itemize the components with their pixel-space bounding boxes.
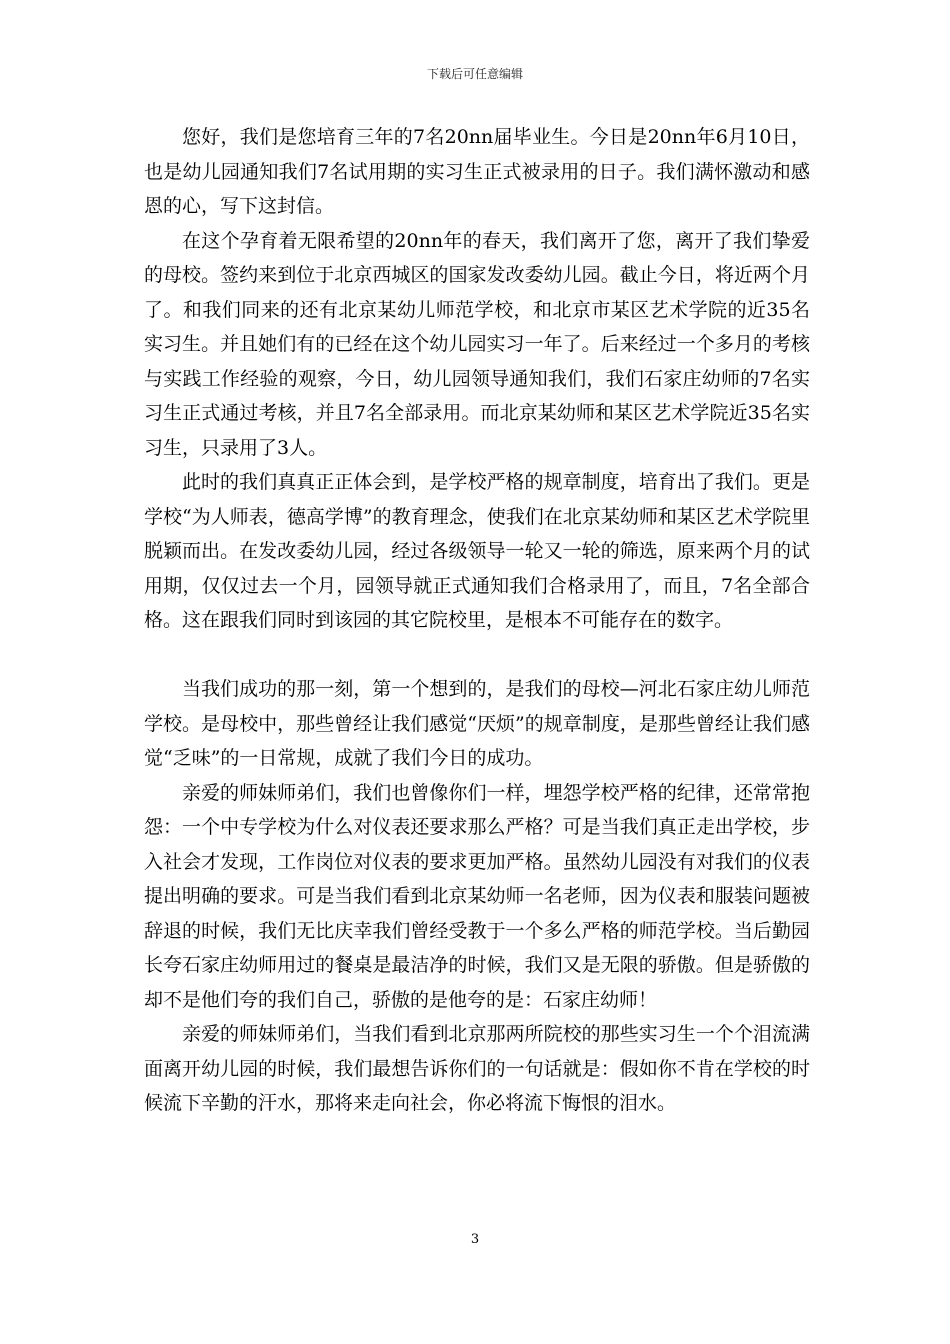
blank-line: [144, 638, 810, 673]
paragraph-4: 当我们成功的那一刻，第一个想到的，是我们的母校—河北石家庄幼儿师范学校。是母校中，那些曾经让我们感觉“厌烦”的规章制度，是那些曾经让我们感觉“乏味”的一日常规，成就了我们今日的成功。: [144, 678, 810, 769]
page-header: 下载后可任意编辑: [426, 67, 523, 81]
document-body: [144, 120, 810, 1121]
paragraph-6: 亲爱的师妹师弟们，当我们看到北京那两所院校的那些实习生一个个泪流满面离开幼儿园的时候，我们最想告诉你们的一句话就是：假如你不肯在学校的时候流下辛勤的汗水，那将来走向社会，你必将流下悔恨的泪水。: [144, 1023, 810, 1114]
page-number: 3: [470, 1232, 480, 1247]
paragraph-1: 您好，我们是您培育三年的7名20nn届毕业生。今日是20nn年6月10日，也是幼儿园通知我们7名试用期的实习生正式被录用的日子。我们满怀激动和感恩的心，写下这封信。: [144, 126, 810, 217]
paragraph-5: 亲爱的师妹师弟们，我们也曾像你们一样，埋怨学校严格的纪律，还常常抱怨：一个中专学校为什么对仪表还要求那么严格？可是当我们真正走出学校，步入社会才发现，工作岗位对仪表的要求更加严格。虽然幼儿园没有对我们的仪表提出明确的要求。可是当我们看到北京某幼师一名老师，因为仪表和服装问题被辞退的时候，我们无比庆幸我们曾经受教于一个多么严格的师范学校。当后勤园长夸石家庄幼师用过的餐桌是最洁净的时候，我们又是无限的骄傲。但是骄傲的却不是他们夸的我们自己，骄傲的是他夸的是：石家庄幼师！: [144, 781, 810, 1011]
paragraph-3: 此时的我们真真正正体会到，是学校严格的规章制度，培育出了我们。更是学校“为人师表，德高学博”的教育理念，使我们在北京某幼师和某区艺术学院里脱颖而出。在发改委幼儿园，经过各级领导一轮又一轮的筛选，原来两个月的试用期，仅仅过去一个月，园领导就正式通知我们合格录用了，而且，7名全部合格。这在跟我们同时到该园的其它院校里，是根本不可能存在的数字。: [144, 471, 810, 631]
paragraph-2: 在这个孕育着无限希望的20nn年的春天，我们离开了您，离开了我们挚爱的母校。签约来到位于北京西城区的国家发改委幼儿园。截止今日，将近两个月了。和我们同来的还有北京某幼儿师范学校，和北京市某区艺术学院的近35名实习生。并且她们有的已经在这个幼儿园实习一年了。后来经过一个多月的考核与实践工作经验的观察，今日，幼儿园领导通知我们，我们石家庄幼师的7名实习生正式通过考核，并且7名全部录用。而北京某幼师和某区艺术学院近35名实习生，只录用了3人。: [144, 229, 810, 459]
